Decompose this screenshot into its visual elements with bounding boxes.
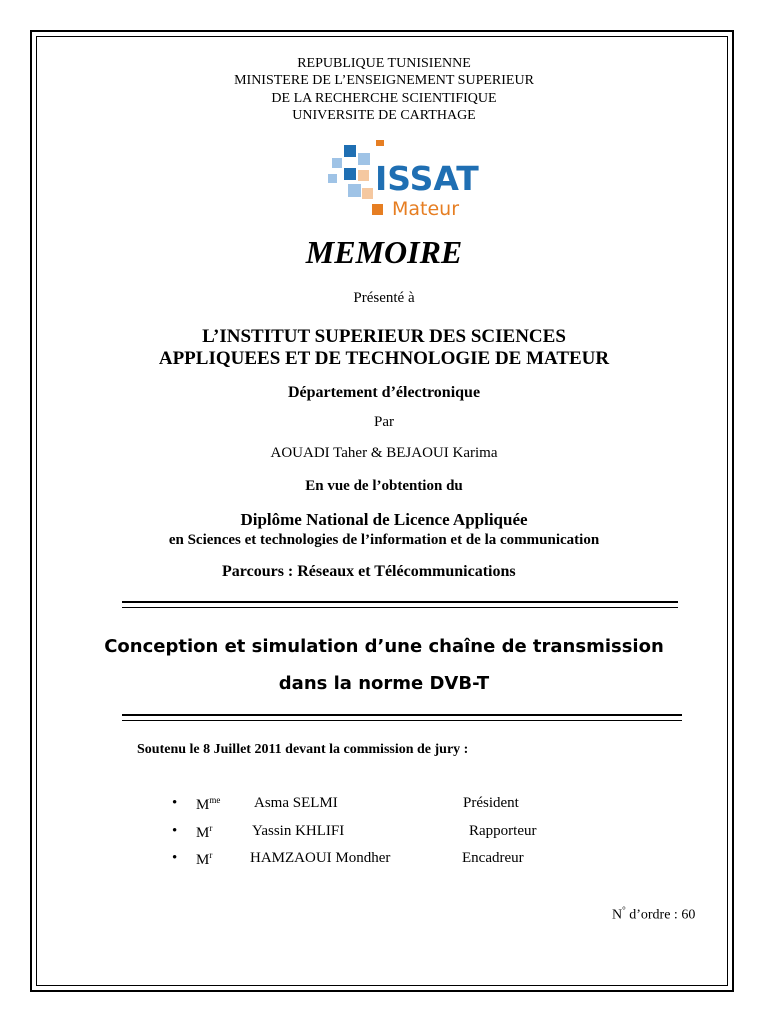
jury-role: Encadreur xyxy=(462,850,524,866)
header-ministry: MINISTERE DE L’ENSEIGNEMENT SUPERIEUR xyxy=(234,73,534,88)
divider-bottom-thick xyxy=(122,714,682,716)
jury-name: HAMZAOUI Mondher xyxy=(250,850,391,866)
presented-to: Présenté à xyxy=(353,290,415,306)
institute-name xyxy=(0,326,768,370)
department: Département d’électronique xyxy=(287,384,481,401)
issat-logo xyxy=(326,138,486,222)
divider-top-thick xyxy=(122,601,678,603)
divider-bottom-thin xyxy=(122,720,682,721)
jury-name: Yassin KHLIFI xyxy=(252,823,345,839)
thesis-title-line-1: Conception et simulation d’une chaîne de transmission xyxy=(104,636,664,657)
bullet: • xyxy=(172,850,178,866)
header-university: UNIVERSITE DE CARTHAGE xyxy=(292,108,476,123)
jury-civility: $M^{me}$ xyxy=(196,795,221,813)
bullet: • xyxy=(172,823,178,839)
jury-civility: $M^r$ xyxy=(196,850,213,868)
jury-role: Président xyxy=(463,795,519,811)
by-label: Par xyxy=(374,414,394,430)
order-number: N° d’ordre : 60 xyxy=(612,905,696,923)
diploma-field: en Sciences et technologies de l’information et de la communication xyxy=(168,532,600,548)
jury-member xyxy=(0,795,768,815)
bullet: • xyxy=(172,795,178,811)
jury-member xyxy=(0,823,768,843)
divider-top-thin xyxy=(122,607,678,608)
authors: AOUADI Taher & BEJAOUI Karima xyxy=(270,445,498,461)
logo-text-sub: Mateur xyxy=(392,198,460,220)
jury-member xyxy=(0,850,768,870)
jury-civility: $M^r$ xyxy=(196,823,213,841)
doc-type-title: MEMOIRE xyxy=(305,234,463,270)
thesis-title-line-2: dans la norme DVB-T xyxy=(278,673,490,694)
diploma-track: Parcours : Réseaux et Télécommunications xyxy=(222,563,516,580)
header-republic: REPUBLIQUE TUNISIENNE xyxy=(297,56,471,71)
institute-line-2: APPLIQUEES ET DE TECHNOLOGIE DE MATEUR xyxy=(158,348,610,369)
header-research: DE LA RECHERCHE SCIENTIFIQUE xyxy=(271,91,497,106)
logo-text-main: ISSAT xyxy=(375,159,479,198)
jury-role: Rapporteur xyxy=(469,823,537,839)
thesis-title xyxy=(0,628,768,702)
jury-name: Asma SELMI xyxy=(254,795,338,811)
institute-line-1: L’INSTITUT SUPERIEUR DES SCIENCES xyxy=(202,326,566,347)
purpose: En vue de l’obtention du xyxy=(305,478,463,494)
defense-statement: Soutenu le 8 Juillet 2011 devant la commission de jury : xyxy=(137,742,469,757)
diploma-name: Diplôme National de Licence Appliquée xyxy=(240,510,528,529)
